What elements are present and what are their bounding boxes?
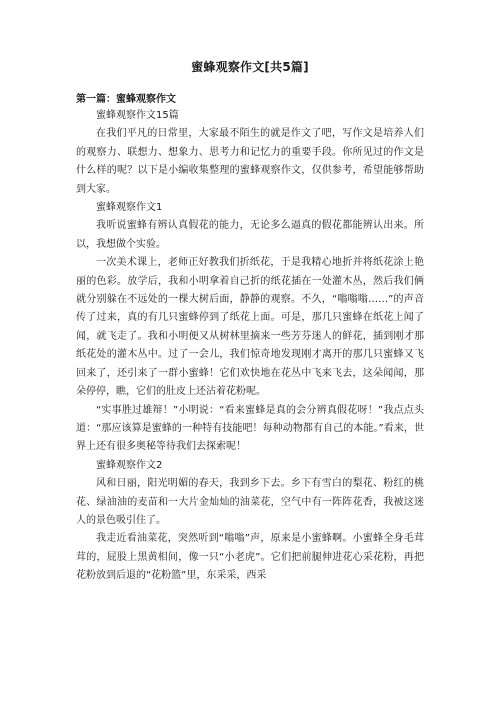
document-title: 蜜蜂观察作文[共5篇] [191, 60, 309, 74]
section-title: 第一篇：蜜蜂观察作文 [76, 94, 176, 105]
intro-paragraph: 在我们平凡的日常里，大家最不陌生的就是作文了吧，写作文是培养人们的观察力、联想力、想象力、思考力和记忆力的重要手段。你所见过的作文是什么样的呢？以下是小编收集整理的蜜蜂观察作文，仅供参考，希望能够帮助到大家。 [76, 128, 424, 195]
essay1-heading: 蜜蜂观察作文1 [96, 202, 163, 214]
essay1-paragraph-3: “实事胜过雄辩！”小明说：“看来蜜蜂是真的会分辨真假花呀！”我点点头道：“那应该算是蜜蜂的一种特有技能吧！每种动物都有自己的本能。”看来，世界上还有很多奥秘等待我们去探索呢！ [76, 404, 424, 453]
essay1-paragraph-2: 一次美术课上，老师正好教我们折纸花，于是我精心地折并将纸花涂上艳丽的色彩。放学后，我和小明拿着自己折的纸花插在一处灌木丛，然后我们俩就分别躲在不远处的一棵大树后面，静静的观察。不久，“嗡嗡嗡……”的声音传了过来，真的有几只蜜蜂停到了纸花上面。可是，那几只蜜蜂在纸花上闻了闻，就飞走了。我和小明便又从树林里摘来一些芳芬迷人的鲜花，插到刚才那纸花处的灌木丛中。过了一会儿，我们惊奇地发现刚才离开的那几只蜜蜂又飞回来了，还引来了一群小蜜蜂！它们欢快地在花丛中飞来飞去，这朵闻闻，那朵停停，瞧，它们的肚皮上还沾着花粉呢。 [76, 257, 424, 398]
essay2-heading: 蜜蜂观察作文2 [96, 459, 163, 471]
essay2-paragraph-2: 我走近看油菜花，突然听到“嗡嗡”声，原来是小蜜蜂啊。小蜜蜂全身毛茸茸的，屁股上黑黄相间，像一只“小老虎”。它们把前腿伸进花心采花粉，再把花粉放到后退的“花粉篮”里，东采采，西采 [76, 533, 424, 582]
document-page [76, 58, 424, 586]
essay1-paragraph-1: 我听说蜜蜂有辨认真假花的能力，无论多么逼真的假花都能辨认出来。所以，我想做个实验。 [76, 220, 424, 250]
essay2-paragraph-1: 风和日丽，阳光明媚的春天，我到乡下去。乡下有雪白的梨花、粉红的桃花、绿油油的麦苗和一大片金灿灿的油菜花，空气中有一阵阵花香，我被这迷人的景色吸引住了。 [76, 478, 424, 526]
intro-subtitle: 蜜蜂观察作文15篇 [96, 110, 179, 121]
